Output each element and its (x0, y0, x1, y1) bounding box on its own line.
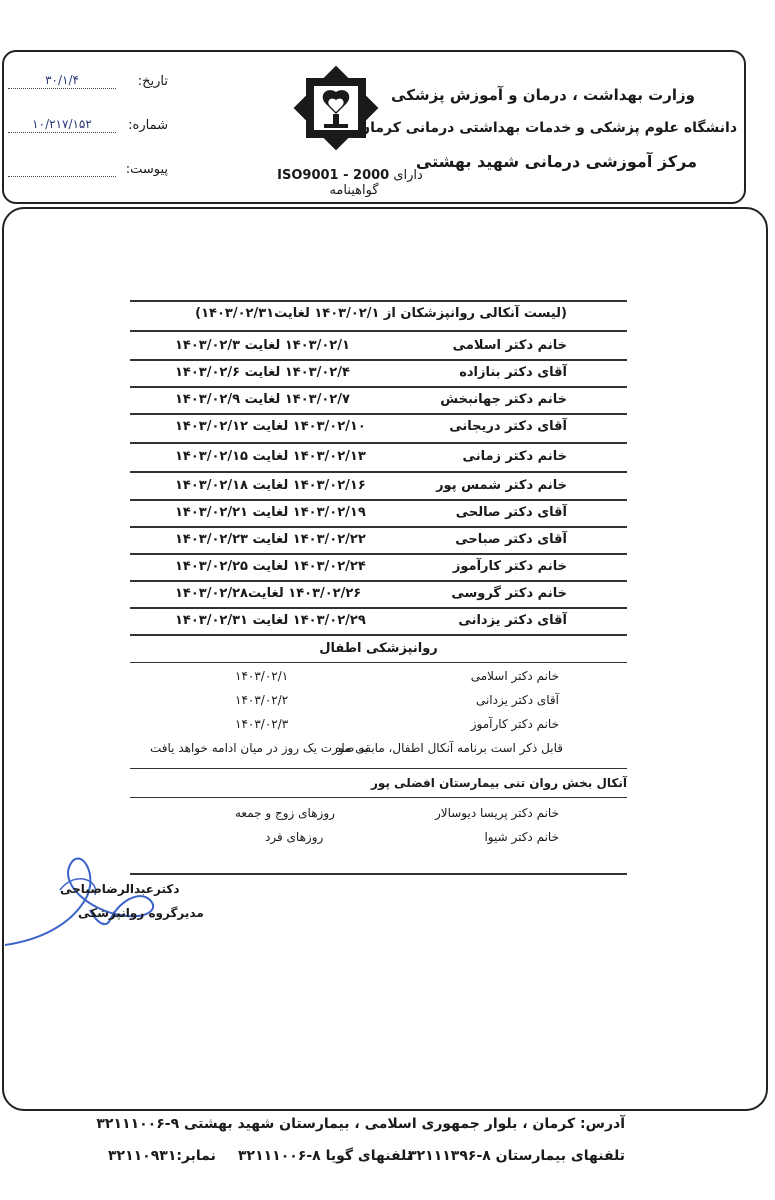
doctor-name: خانم دکتر شمس پور (436, 478, 567, 493)
date-range: ۱۴۰۳/۰۲/۲۲ لغایت ۱۴۰۳/۰۲/۲۳ (175, 532, 366, 547)
table-rule (130, 662, 627, 663)
doctor-name: آقای دکتر صالحی (455, 505, 567, 520)
date-value: ۳۰/۱/۴ (8, 74, 116, 89)
doctor-name: خانم دکتر اسلامی (452, 338, 567, 353)
date-range: ۱۴۰۳/۰۲/۱ لغایت ۱۴۰۳/۰۲/۳ (175, 338, 350, 353)
footer-goya-phone: تلفنهای گویا ۸-۳۲۱۱۱۰۰۶ (238, 1148, 412, 1164)
oncall-row (130, 610, 627, 634)
table-rule (130, 634, 627, 636)
oncall-row (130, 389, 627, 413)
oncall-row (130, 335, 627, 359)
table-rule (130, 768, 627, 769)
doctor-name: خانم دکتر زمانی (462, 449, 567, 464)
date-range: ۱۴۰۳/۰۲/۱۳ لغایت ۱۴۰۳/۰۲/۱۵ (175, 449, 366, 464)
table-rule (130, 413, 627, 415)
date: ۱۴۰۳/۰۲/۱ (235, 669, 289, 683)
child-row (130, 715, 627, 737)
footer-fax: نمابر:۳۲۱۱۰۹۳۱ (108, 1148, 216, 1164)
oncall-title: (لیست آنکالی روانپزشکان از ۱۴۰۳/۰۲/۱ لغایت۱۴۰۳/۰۲/۳۱) (195, 306, 567, 321)
table-rule (130, 526, 627, 528)
note-right: قابل ذکر است برنامه آنکال اطفال، مابقی ماه (335, 741, 563, 755)
doctor-name: آقای دکتر صباحی (455, 532, 567, 547)
center-name: مرکز آموزشی درمانی شهید بهشتی (415, 152, 697, 171)
iso-text: ISO9001 - 2000 (277, 168, 390, 183)
oncall-row (130, 475, 627, 499)
date-range: ۱۴۰۳/۰۲/۱۰ لغایت ۱۴۰۳/۰۲/۱۲ (175, 419, 366, 434)
oncall-row (130, 502, 627, 526)
iso-certificate (250, 168, 450, 198)
attachment-field (8, 162, 168, 182)
doctor-name: آقای دکتر یزدانی (458, 613, 567, 628)
signatory-role: مدیرگروه روانپزشکی (78, 906, 204, 920)
days: روزهای زوج و جمعه (235, 806, 335, 820)
doctor-name: خانم دکتر گروسی (451, 586, 567, 601)
doctor-name: آقای دکتر بنازاده (459, 365, 567, 380)
table-rule (130, 499, 627, 501)
date-range: ۱۴۰۳/۰۲/۱۶ لغایت ۱۴۰۳/۰۲/۱۸ (175, 478, 366, 493)
child-row (130, 691, 627, 713)
ministry-logo (290, 62, 382, 154)
attachment-value (8, 162, 116, 177)
afzali-section-title: آنکال بخش روان تنی بیمارستان افضلی پور (370, 776, 627, 790)
date-range: ۱۴۰۳/۰۲/۷ لغایت ۱۴۰۳/۰۲/۹ (175, 392, 350, 407)
number-label: شماره: (128, 118, 168, 133)
oncall-row (130, 583, 627, 607)
doctor-name: آقای دکتر دریجانی (449, 419, 567, 434)
table-rule (130, 797, 627, 798)
days: روزهای فرد (265, 830, 324, 844)
table-rule (130, 471, 627, 473)
footer-hospital-phone: تلفنهای بیمارستان ۸-۳۲۱۱۱۳۹۶ (408, 1148, 625, 1164)
doctor-name: خانم دکتر اسلامی (470, 669, 559, 683)
date: ۱۴۰۳/۰۲/۲ (235, 693, 289, 707)
table-rule (130, 580, 627, 582)
doctor-name: آقای دکتر یزدانی (475, 693, 559, 707)
afzali-row (130, 804, 627, 826)
footer-address: آدرس: کرمان ، بلوار جمهوری اسلامی ، بیمارستان شهید بهشتی ۹-۳۲۱۱۱۰۰۶ (96, 1116, 625, 1132)
date-field (8, 74, 168, 94)
doctor-name: خانم دکتر پریسا دیوسالار (434, 806, 559, 820)
table-rule (130, 442, 627, 444)
table-rule (130, 359, 627, 361)
date-range: ۱۴۰۳/۰۲/۲۹ لغایت ۱۴۰۳/۰۲/۳۱ (175, 613, 366, 628)
oncall-row (130, 362, 627, 386)
oncall-row (130, 416, 627, 440)
doctor-name: خانم دکتر شیوا (484, 830, 559, 844)
table-rule (130, 386, 627, 388)
oncall-row (130, 529, 627, 553)
attachment-label: پیوست: (125, 162, 168, 177)
iso-label: دارای گواهینامه (329, 168, 423, 198)
date-range: ۱۴۰۳/۰۲/۲۴ لغایت ۱۴۰۳/۰۲/۲۵ (175, 559, 366, 574)
doctor-name: خانم دکتر کارآموز (470, 717, 559, 731)
date-range: ۱۴۰۳/۰۲/۴ لغایت ۱۴۰۳/۰۲/۶ (175, 365, 350, 380)
note-left: به صورت یک روز در میان ادامه خواهد یافت (150, 741, 368, 755)
number-field (8, 118, 168, 138)
date-range: ۱۴۰۳/۰۲/۱۹ لغایت ۱۴۰۳/۰۲/۲۱ (175, 505, 366, 520)
signatory-name: دکترعبدالرضاصباحی (60, 882, 180, 896)
child-note (130, 739, 627, 761)
table-bottom-rule (130, 873, 627, 875)
child-row (130, 667, 627, 689)
table-top-rule (130, 300, 627, 302)
child-section-title: روانپزشکی اطفال (319, 641, 438, 656)
ministry-name: وزارت بهداشت ، درمان و آموزش پزشکی (391, 86, 695, 104)
date: ۱۴۰۳/۰۲/۳ (235, 717, 289, 731)
table-rule (130, 553, 627, 555)
number-value: ۱۰/۲۱۷/۱۵۲ (8, 118, 116, 133)
university-name: دانشگاه علوم پزشکی و خدمات بهداشتی درمانی کرمان (358, 120, 737, 136)
afzali-row (130, 828, 627, 850)
doctor-name: خانم دکتر جهانبخش (440, 392, 567, 407)
table-rule (130, 330, 627, 332)
oncall-row (130, 446, 627, 470)
oncall-row (130, 556, 627, 580)
date-range: ۱۴۰۳/۰۲/۲۶ لغایت۱۴۰۳/۰۲/۲۸ (175, 586, 362, 601)
date-label: تاریخ: (137, 74, 168, 89)
table-rule (130, 607, 627, 609)
doctor-name: خانم دکتر کارآموز (452, 559, 567, 574)
